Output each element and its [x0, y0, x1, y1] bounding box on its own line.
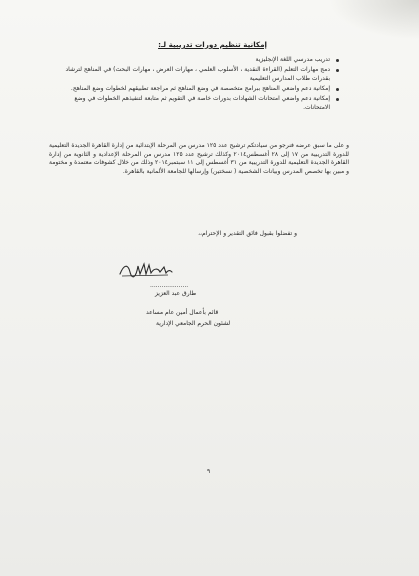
signatory-name: طارق عبد العزيز — [155, 290, 197, 297]
bullet-item-4: إمكانية دعم واضعي امتحانات الشهادات بدورات خاصة في التقويم ثم متابعة لتنفيذهم الخطوات في وضع الامتحانات. — [59, 95, 339, 112]
section-heading: إمكانية تنظيم دورات تدريبية لـ: — [158, 40, 267, 49]
bullet-item-2: دمج مهارات التعلم (القراءة النقدية ، الأسلوب العلمي ، مهارات العرض ، مهارات البحث) في المناهج لترشاد بقدرات طلاب المدارس التعليمية — [59, 66, 339, 83]
bullet-list — [59, 56, 339, 114]
bullet-item-1: تدريب مدرسي اللغة الإنجليزية — [59, 56, 339, 65]
signature-dotted-line: .................... — [150, 282, 189, 289]
bullet-item-3: إمكانية دعم واضعي المناهج ببرامج متخصصة في وضع المناهج ثم مراجعة تطبيقهم لخطوات وضع المناهج. — [59, 85, 339, 94]
signatory-department: لشئون الحرم الجامعي الإدارية — [156, 320, 231, 327]
body-paragraph: و على ما سبق عرضه فنرجو من سيادتكم ترشيح عدد ١٢٥ مدرس من المرحلة الإبتدائية من إدارة القاهرة الجديدة التعليمية للدورة التدريبية من ١٧ إلى ٢٨ أغسطس٢٠١٤ وكذلك ترشيح عدد ١٢٥ مدرس من المرحلة الإعدادية و الثانوية من إدارة القاهرة الجديدة التعليمية للدورة التدريبية من ٣١ أغسطس إلى ١١ سبتمبر٢٠١٤ وذلك من خلال كشوفات معتمدة و مختومة و مبين بها تخصص المدرس وبيانات الشخصية ( نسختين) وإرسالها للجامعة الألمانية بالقاهرة. — [49, 142, 350, 175]
scan-shadow — [329, 0, 419, 40]
page-number: ٩ — [207, 468, 211, 475]
handwritten-signature — [118, 258, 174, 280]
closing-line: و تفضلوا بقبول فائق التقدير و الإحترام،، — [198, 230, 297, 237]
signatory-title: قائم بأعمال أمين عام مساعد — [146, 309, 219, 316]
